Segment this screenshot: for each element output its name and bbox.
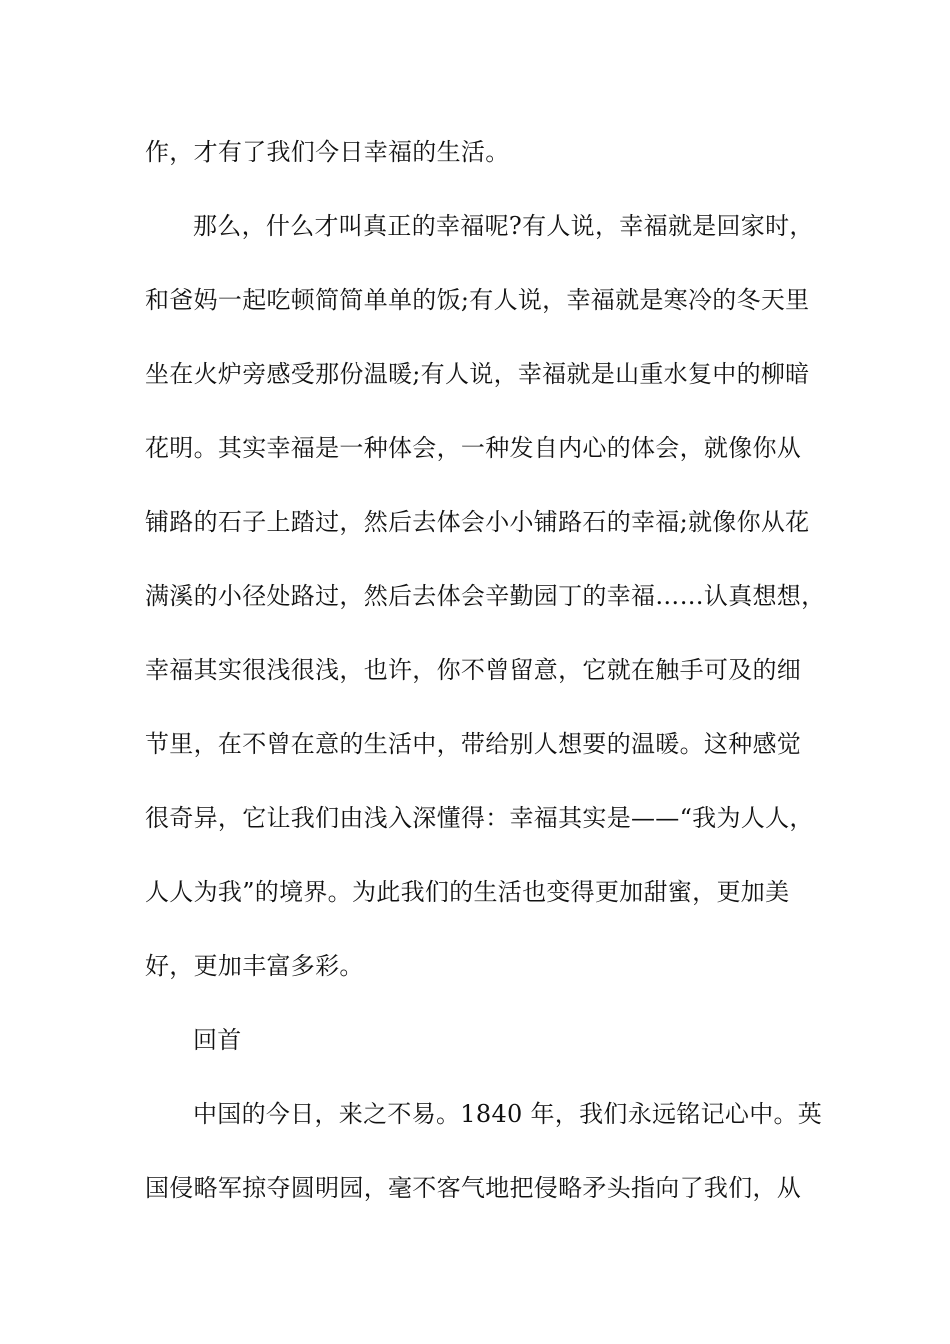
text-line: 国侵略军掠夺圆明园，毫不客气地把侵略矛头指向了我们，从: [145, 1174, 802, 1202]
text-line: 满溪的小径处路过，然后去体会辛勤园丁的幸福……认真想想，: [145, 582, 826, 610]
paragraph-first-line: 那么，什么才叫真正的幸福呢?有人说，幸福就是回家时，: [193, 212, 814, 240]
section-heading: 回首: [193, 1026, 242, 1054]
text-line: 节里，在不曾在意的生活中，带给别人想要的温暖。这种感觉: [145, 730, 802, 758]
text-line: 很奇异，它让我们由浅入深懂得：幸福其实是——“我为人人，: [145, 804, 814, 832]
text-line: 和爸妈一起吃顿简简单单的饭;有人说，幸福就是寒冷的冬天里: [145, 286, 810, 314]
text-line: 坐在火炉旁感受那份温暖;有人说，幸福就是山重水复中的柳暗: [145, 360, 810, 388]
paragraph-first-line: 中国的今日，来之不易。1840 年，我们永远铭记心中。英: [193, 1100, 823, 1128]
text-line: 人人为我”的境界。为此我们的生活也变得更加甜蜜，更加美: [145, 878, 790, 906]
text-line: 作，才有了我们今日幸福的生活。: [145, 138, 510, 166]
text-line: 铺路的石子上踏过，然后去体会小小铺路石的幸福;就像你从花: [145, 508, 810, 536]
text-line: 好，更加丰富多彩。: [145, 952, 364, 980]
text-line: 花明。其实幸福是一种体会，一种发自内心的体会，就像你从: [145, 434, 802, 462]
text-line: 幸福其实很浅很浅，也许，你不曾留意，它就在触手可及的细: [145, 656, 802, 684]
